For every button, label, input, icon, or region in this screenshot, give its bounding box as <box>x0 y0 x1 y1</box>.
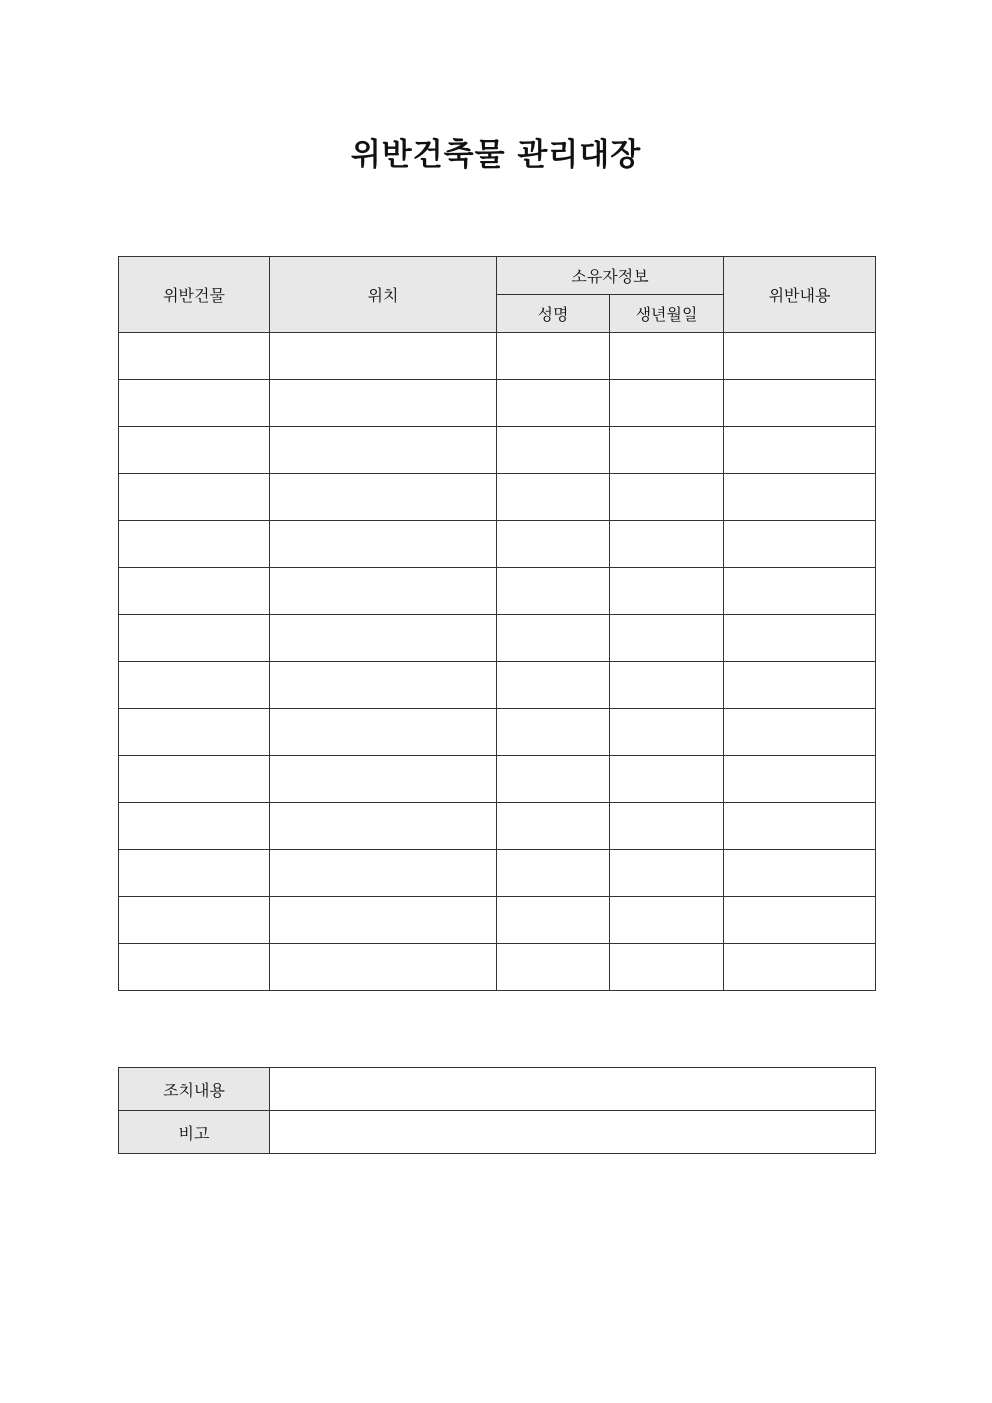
page-title: 위반건축물 관리대장 <box>350 137 642 173</box>
owner-name-cell[interactable] <box>497 380 610 427</box>
violation-cell[interactable] <box>724 427 876 474</box>
owner-birthdate-cell[interactable] <box>610 897 724 944</box>
table-row <box>119 380 876 427</box>
violation-cell[interactable] <box>724 662 876 709</box>
violation-cell[interactable] <box>724 474 876 521</box>
violation-cell[interactable] <box>724 756 876 803</box>
owner-birthdate-cell[interactable] <box>610 427 724 474</box>
building-cell[interactable] <box>119 521 270 568</box>
owner-birthdate-cell[interactable] <box>610 333 724 380</box>
table-row <box>119 615 876 662</box>
violation-cell[interactable] <box>724 521 876 568</box>
building-cell[interactable] <box>119 568 270 615</box>
header-owner-name: 성명 <box>497 295 610 333</box>
building-cell[interactable] <box>119 662 270 709</box>
location-cell[interactable] <box>270 474 497 521</box>
action-row <box>119 1068 876 1111</box>
location-cell[interactable] <box>270 521 497 568</box>
table-row <box>119 756 876 803</box>
building-cell[interactable] <box>119 615 270 662</box>
table-row <box>119 427 876 474</box>
owner-birthdate-cell[interactable] <box>610 521 724 568</box>
building-cell[interactable] <box>119 897 270 944</box>
table-row <box>119 662 876 709</box>
remarks-label: 비고 <box>119 1111 270 1154</box>
building-cell[interactable] <box>119 756 270 803</box>
violation-cell[interactable] <box>724 850 876 897</box>
owner-birthdate-cell[interactable] <box>610 944 724 991</box>
table-row <box>119 474 876 521</box>
owner-birthdate-cell[interactable] <box>610 709 724 756</box>
building-cell[interactable] <box>119 709 270 756</box>
table-row <box>119 803 876 850</box>
location-cell[interactable] <box>270 897 497 944</box>
owner-name-cell[interactable] <box>497 709 610 756</box>
owner-name-cell[interactable] <box>497 615 610 662</box>
violation-cell[interactable] <box>724 897 876 944</box>
building-cell[interactable] <box>119 850 270 897</box>
table-row <box>119 944 876 991</box>
location-cell[interactable] <box>270 615 497 662</box>
violation-cell[interactable] <box>724 380 876 427</box>
header-owner-birthdate: 생년월일 <box>610 295 724 333</box>
owner-birthdate-cell[interactable] <box>610 615 724 662</box>
remarks-field[interactable] <box>270 1111 876 1154</box>
owner-name-cell[interactable] <box>497 756 610 803</box>
owner-birthdate-cell[interactable] <box>610 568 724 615</box>
owner-name-cell[interactable] <box>497 333 610 380</box>
owner-name-cell[interactable] <box>497 897 610 944</box>
register-body <box>119 333 876 991</box>
action-label: 조치내용 <box>119 1068 270 1111</box>
owner-name-cell[interactable] <box>497 521 610 568</box>
table-row <box>119 897 876 944</box>
building-cell[interactable] <box>119 944 270 991</box>
violation-cell[interactable] <box>724 568 876 615</box>
header-violation: 위반내용 <box>724 257 876 333</box>
owner-birthdate-cell[interactable] <box>610 803 724 850</box>
location-cell[interactable] <box>270 803 497 850</box>
table-row <box>119 521 876 568</box>
location-cell[interactable] <box>270 427 497 474</box>
location-cell[interactable] <box>270 944 497 991</box>
building-cell[interactable] <box>119 474 270 521</box>
owner-birthdate-cell[interactable] <box>610 474 724 521</box>
owner-name-cell[interactable] <box>497 803 610 850</box>
action-remarks-table <box>118 1067 876 1154</box>
location-cell[interactable] <box>270 333 497 380</box>
owner-birthdate-cell[interactable] <box>610 850 724 897</box>
building-cell[interactable] <box>119 380 270 427</box>
owner-birthdate-cell[interactable] <box>610 380 724 427</box>
header-location: 위치 <box>270 257 497 333</box>
table-row <box>119 568 876 615</box>
location-cell[interactable] <box>270 380 497 427</box>
violation-cell[interactable] <box>724 709 876 756</box>
table-row <box>119 709 876 756</box>
location-cell[interactable] <box>270 850 497 897</box>
remarks-row <box>119 1111 876 1154</box>
owner-name-cell[interactable] <box>497 568 610 615</box>
violation-cell[interactable] <box>724 615 876 662</box>
building-cell[interactable] <box>119 333 270 380</box>
owner-name-cell[interactable] <box>497 427 610 474</box>
owner-birthdate-cell[interactable] <box>610 662 724 709</box>
owner-birthdate-cell[interactable] <box>610 756 724 803</box>
location-cell[interactable] <box>270 568 497 615</box>
location-cell[interactable] <box>270 756 497 803</box>
violation-register-table <box>118 256 876 991</box>
violation-cell[interactable] <box>724 333 876 380</box>
table-row <box>119 850 876 897</box>
building-cell[interactable] <box>119 427 270 474</box>
location-cell[interactable] <box>270 709 497 756</box>
location-cell[interactable] <box>270 662 497 709</box>
owner-name-cell[interactable] <box>497 944 610 991</box>
owner-name-cell[interactable] <box>497 850 610 897</box>
header-owner-info: 소유자정보 <box>497 257 724 295</box>
building-cell[interactable] <box>119 803 270 850</box>
owner-name-cell[interactable] <box>497 662 610 709</box>
owner-name-cell[interactable] <box>497 474 610 521</box>
action-field[interactable] <box>270 1068 876 1111</box>
table-row <box>119 333 876 380</box>
violation-cell[interactable] <box>724 944 876 991</box>
header-building: 위반건물 <box>119 257 270 333</box>
violation-cell[interactable] <box>724 803 876 850</box>
